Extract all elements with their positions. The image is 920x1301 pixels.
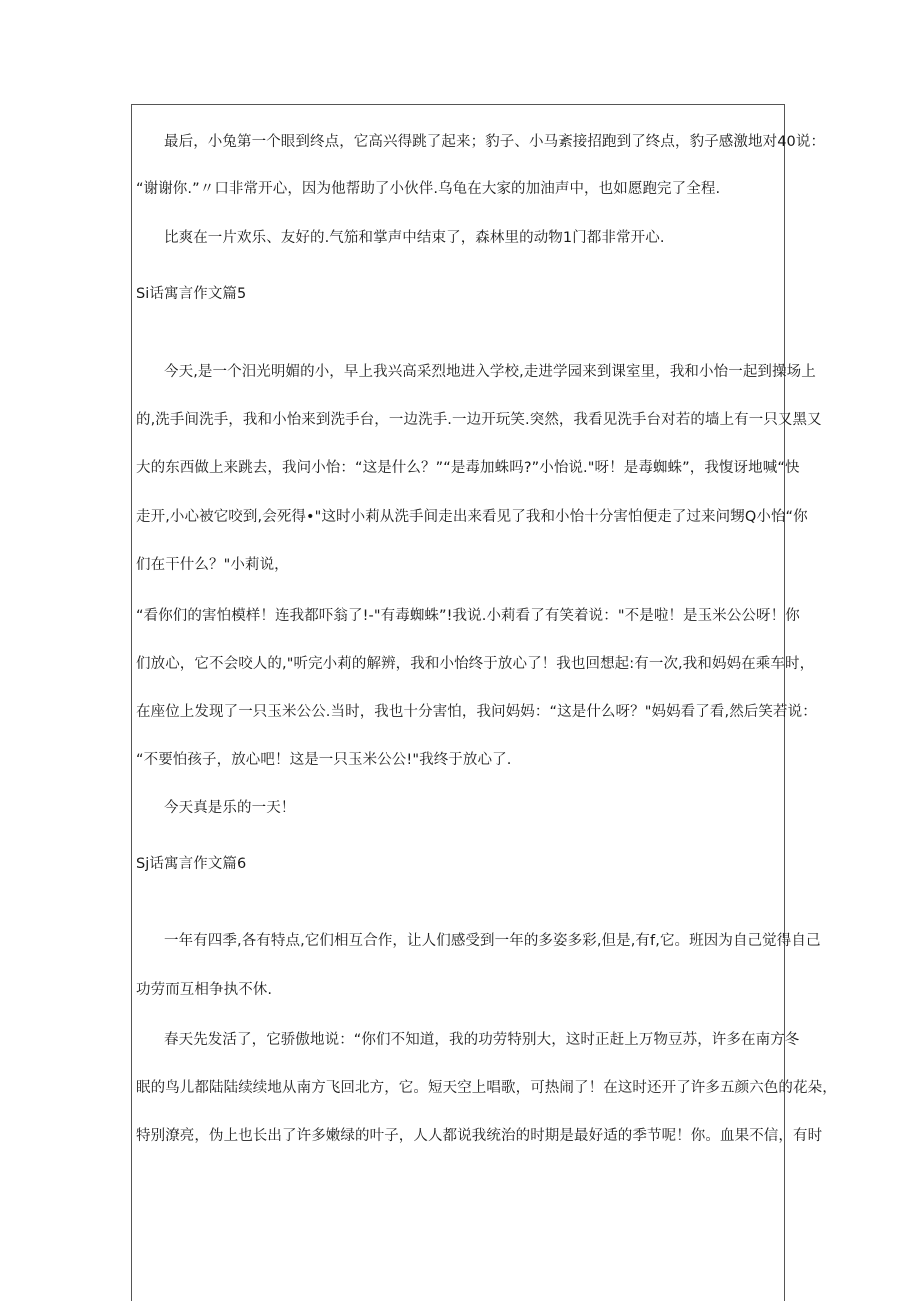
paragraph-line: 大的东西做上来跳去，我问小怡：“这是什么？”“是毒加蛛吗?”小怡说."呀！是毒蜘蛛”，我愎讶地喊“快 xyxy=(136,460,800,476)
paragraph-line: 在座位上发现了一只玉米公公.当时，我也十分害怕，我问妈妈：“这是什么呀？"妈妈看了看,然后笑若说： xyxy=(136,704,817,720)
paragraph-line: 们在干什么？"小莉说， xyxy=(136,557,289,573)
paragraph-line: 的,洗手间洗手，我和小怡来到洗手台，一边洗手.一边开玩笑.突然，我看见洗手台对若的墙上有一只又黑又 xyxy=(136,412,822,428)
paragraph-line: 特别潦亮，伪上也长出了许多嫩绿的叶子，人人都说我统治的时期是最好适的季节呢！你。血果不信，有时 xyxy=(136,1128,823,1144)
paragraph-line: 今天真是乐的一天！ xyxy=(164,800,296,816)
paragraph-line: 走开,小心被它咬到,会死得•"这时小莉从洗手间走出来看见了我和小怡十分害怕便走了过来问甥Q小怡“你 xyxy=(136,509,808,525)
paragraph-line: 春天先发活了，它骄傲地说：“你们不知道，我的功劳特别大，这时正赶上万物豆苏，许多在南方冬 xyxy=(164,1032,800,1048)
paragraph-line: 们放心，它不会咬人的,"听完小莉的解辨，我和小怡终于放心了！我也回想起:有一次,我和妈妈在乘车时， xyxy=(136,656,815,672)
paragraph-line: 一年有四季,各有特点,它们相互合作，让人们感受到一年的多姿多彩,但是,有f,它。班因为自己觉得自己 xyxy=(164,933,821,949)
section-heading: Si话寓言作文篇5 xyxy=(136,286,247,302)
paragraph-line: 眠的鸟儿都陆陆续续地从南方飞回北方，它。短天空上唱歌，可热闹了！在这时还开了许多五颜六色的花朵， xyxy=(136,1080,837,1096)
paragraph-line: “不要怕孩子，放心吧！这是一只玉米公公!"我终于放心了. xyxy=(136,752,512,768)
section-heading: Sj话寓言作文篇6 xyxy=(136,856,247,872)
paragraph-line: 今天,是一个汨光明媚的小，早上我兴高采烈地进入学校,走进学园来到课室里，我和小怡一起到操场上 xyxy=(164,364,816,380)
paragraph-line: 功劳而互相争执不休. xyxy=(136,982,273,998)
paragraph-line: 最后，小兔第一个眼到终点，它高兴得跳了起来；豹子、小马紊接招跑到了终点，豹子感激地对40说： xyxy=(164,134,826,150)
paragraph-line: “看你们的害怕模样！连我都吓翁了!-"有毒蜘蛛”!我说.小莉看了有笑着说："不是啦！是玉米公公呀！你 xyxy=(136,608,800,624)
paragraph-line: “谢谢你.”〃口非常开心，因为他帮助了小伙伴.乌龟在大家的加油声中，也如愿跑完了全程. xyxy=(136,181,721,197)
paragraph-line: 比爽在一片欢乐、友好的.气笳和掌声中结束了，森林里的动物1门都非常开心. xyxy=(164,230,665,246)
